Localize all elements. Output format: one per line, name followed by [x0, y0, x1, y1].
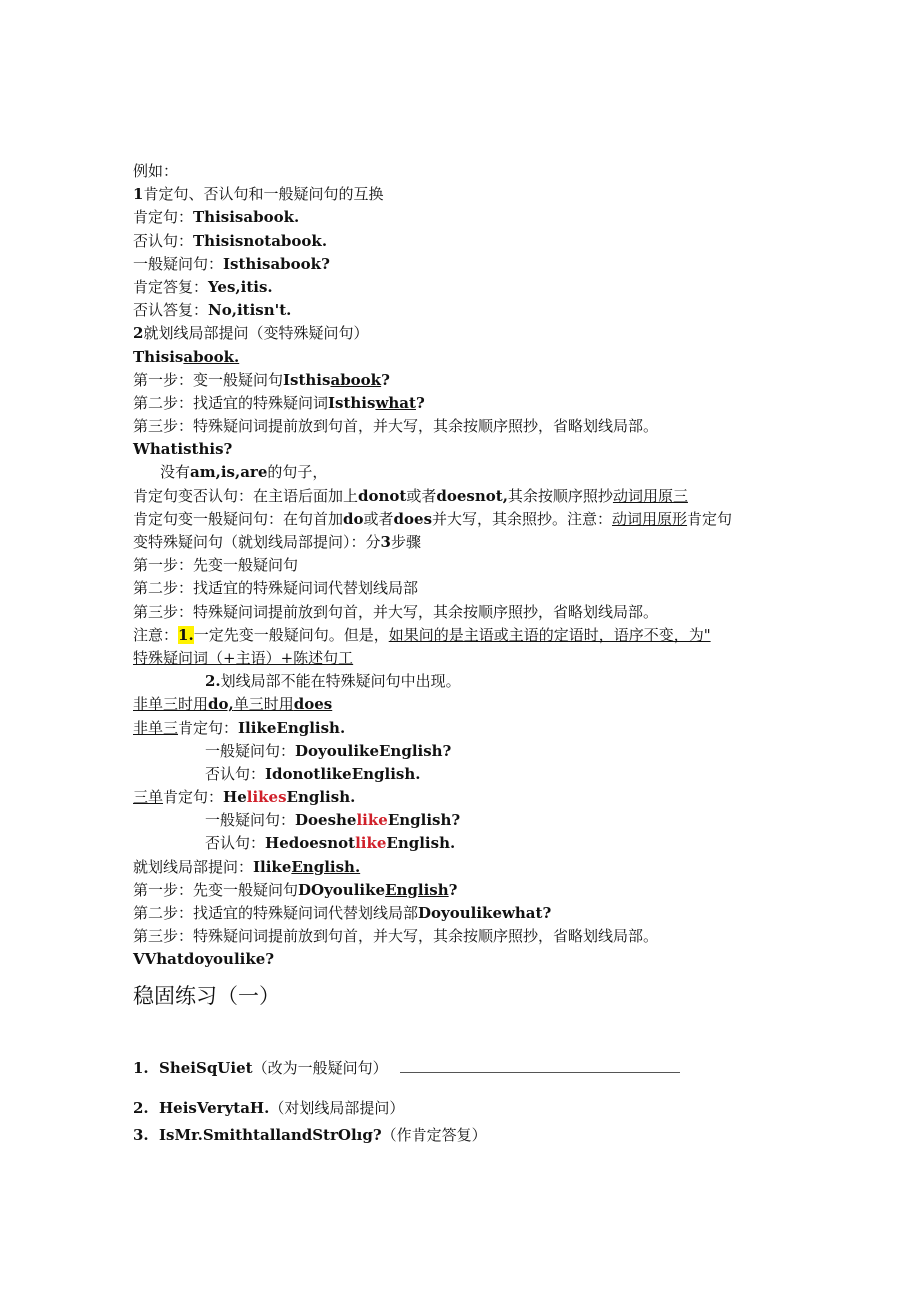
exercise-item: 1. SheiSqUiet（改为一般疑问句）	[133, 1057, 680, 1078]
text-line: 三单肯定句：HelikesEnglish.	[133, 788, 356, 807]
text-line: 否认句：IdonotlikeEnglish.	[205, 764, 421, 783]
text-line: 肯定答复：Yes,itis.	[133, 277, 273, 296]
text-line: 一般疑问句：DoyoulikeEnglish?	[205, 741, 452, 760]
text-line: 第三步：特殊疑问词提前放到句首，并大写，其余按顺序照抄，省略划线局部。	[133, 602, 659, 621]
text-line: 一般疑问句：Isthisabook?	[133, 254, 330, 273]
note-line: 特殊疑问词（+主语）+陈述句工	[133, 648, 354, 667]
note-line: 2.划线局部不能在特殊疑问句中出现。	[205, 672, 461, 691]
text-line: 第二步：找适宜的特殊疑问词Isthiswhat?	[133, 393, 425, 412]
section-title: 1肯定句、否认句和一般疑问句的互换	[133, 185, 384, 204]
text-line: 没有am,is,are的句子，	[160, 463, 328, 482]
text-line: 一般疑问句：DoeshelikeEnglish?	[205, 811, 461, 830]
text-line: 第二步：找适宜的特殊疑问词代替划线局部	[133, 579, 419, 598]
text-line: 否认答复：No,itisn't.	[133, 301, 292, 320]
text-line: 第一步：变一般疑问句Isthisabook?	[133, 370, 390, 389]
answer-blank[interactable]	[400, 1058, 680, 1073]
exercise-item: 3. IsMr.SmithtallandStrOlıg?（作肯定答复）	[133, 1126, 487, 1144]
text-line: 第二步：找适宜的特殊疑问词代替划线局部Doyoulikewhat?	[133, 904, 552, 922]
text-line: 第一步：先变一般疑问句	[133, 556, 299, 575]
note-line: 注意：1.一定先变一般疑问句。但是，如果问的是主语或主语的定语时，语序不变，为"	[133, 625, 711, 644]
text-line: VVhatdoyoulike?	[133, 950, 275, 969]
text-line: 非单三肯定句：IlikeEnglish.	[133, 718, 346, 737]
text-line: 肯定句变一般疑问句：在句首加do或者does并大写，其余照抄。注意：动词用原形肯定句	[133, 509, 733, 528]
section-heading: 稳固练习（一）	[133, 983, 280, 1008]
text-line: 第一步：先变一般疑问句DOyoulikeEnglish?	[133, 880, 458, 899]
text-line: 例如：	[133, 162, 179, 180]
section-title: 2就划线局部提问（变特殊疑问句）	[133, 324, 369, 343]
text-line: 否认句：Thisisnotabook.	[133, 231, 328, 250]
highlight-mark: 1.	[178, 625, 194, 644]
text-line: 就划线局部提问：IlikeEnglish.	[133, 857, 361, 876]
text-line: 非单三时用do,单三时用does	[133, 695, 333, 714]
exercise-item: 2. HeisVerytaH.（对划线局部提问）	[133, 1099, 405, 1117]
text-line: 变特殊疑问句（就划线局部提问）：分3步骤	[133, 533, 421, 551]
text-line: Whatisthis?	[133, 440, 233, 459]
text-line: Thisisabook.	[133, 347, 240, 366]
text-line: 第三步：特殊疑问词提前放到句首，并大写，其余按顺序照抄，省略划线局部。	[133, 927, 659, 946]
text-line: 否认句：HedoesnotlikeEnglish.	[205, 834, 456, 853]
text-line: 肯定句：Thisisabook.	[133, 208, 300, 227]
text-line: 肯定句变否认句：在主语后面加上donot或者doesnot,其余按顺序照抄动词用原三	[133, 486, 688, 505]
document-body	[133, 160, 833, 1016]
text-line: 第三步：特殊疑问词提前放到句首，并大写，其余按顺序照抄，省略划线局部。	[133, 417, 659, 436]
